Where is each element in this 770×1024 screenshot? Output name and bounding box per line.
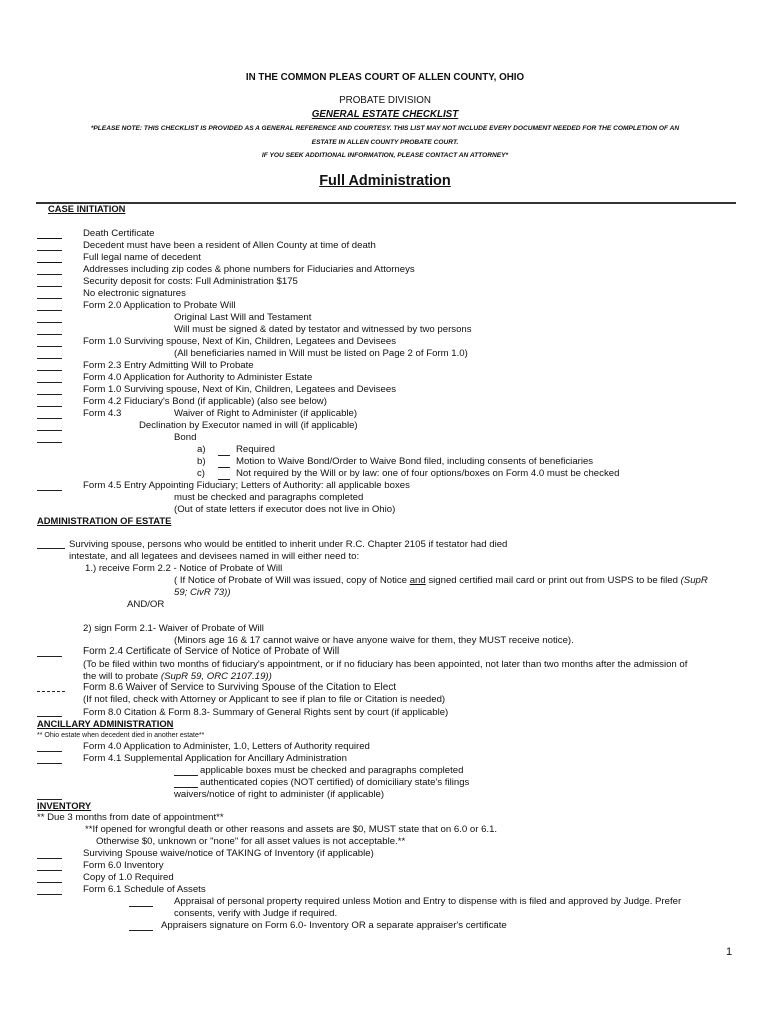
division-title: PROBATE DIVISION xyxy=(339,95,431,106)
case-initiation-heading: CASE INITIATION xyxy=(48,203,126,214)
checklist-item: Form 4.5 Entry Appointing Fiduciary; Letters of Authority: all applicable boxes xyxy=(83,480,410,491)
checkbox-line[interactable] xyxy=(37,358,62,359)
administration-subnote: 59; CivR 73)) xyxy=(174,587,231,598)
ancillary-heading: ANCILLARY ADMINISTRATION xyxy=(37,718,174,729)
checklist-item: Form 4.0 Application to Administer, 1.0, Letters of Authority required xyxy=(83,741,370,752)
form-subnote: (Out of state letters if executor does not live in Ohio) xyxy=(174,504,396,515)
court-title: IN THE COMMON PLEAS COURT OF ALLEN COUNTY, OHIO xyxy=(245,72,525,83)
form-subnote: the will to probate (SupR 59, ORC 2107.19)) xyxy=(83,671,272,682)
ancillary-subitem: waivers/notice of right to administer (if applicable) xyxy=(174,789,385,800)
checkbox-line[interactable] xyxy=(37,382,62,383)
checklist-item: Surviving Spouse waive/notice of TAKING of Inventory (if applicable) xyxy=(83,848,374,859)
checklist-item: Decedent must have been a resident of Allen County at time of death xyxy=(83,240,376,251)
checkbox-line[interactable] xyxy=(37,286,62,287)
checkbox-line[interactable] xyxy=(37,894,62,895)
checklist-item: Form 4.2 Fiduciary's Bond (if applicable) (also see below) xyxy=(83,396,327,407)
checkbox-line[interactable] xyxy=(37,691,65,692)
checklist-item: Copy of 1.0 Required xyxy=(83,872,174,883)
inventory-note: **If opened for wrongful death or other reasons and assets are $0, MUST state that on 6.0 or 6.1. xyxy=(85,824,498,835)
form-subnote: (If not filed, check with Attorney or Applicant to see if plan to file or Citation is needed) xyxy=(83,694,446,705)
disclaimer-line-2: ESTATE IN ALLEN COUNTY PROBATE COURT. xyxy=(311,139,459,146)
bond-checkbox-line[interactable] xyxy=(218,455,230,456)
checkbox-line[interactable] xyxy=(37,882,62,883)
checkbox-line[interactable] xyxy=(37,418,62,419)
inventory-heading: INVENTORY xyxy=(37,800,92,811)
bond-option: Motion to Waive Bond/Order to Waive Bond filed, including consents of beneficiaries xyxy=(236,456,594,467)
form-subnote: (To be filed within two months of fiduciary's appointment, or if no fiduciary has been appointed, not later than two months after the admission of xyxy=(83,659,688,670)
checkbox-line[interactable] xyxy=(37,751,62,752)
inventory-note: Otherwise $0, unknown or "none" for all asset values is not acceptable.** xyxy=(96,836,406,847)
ancillary-note: ** Ohio estate when decedent died in another estate** xyxy=(37,732,205,739)
administration-subnote: ( If Notice of Probate of Will was issued, copy of Notice and signed certified mail card or print out from USPS to be filed (SupR xyxy=(174,575,708,586)
bond-option: Not required by the Will or by law: one of four options/boxes on Form 4.0 must be checked xyxy=(236,468,620,479)
bond-option-letter: b) xyxy=(197,456,206,467)
ancillary-subitem: authenticated copies (NOT certified) of domiciliary state's filings xyxy=(200,777,470,788)
ancillary-subitem: applicable boxes must be checked and paragraphs completed xyxy=(200,765,464,776)
checklist-item: Form 2.3 Entry Admitting Will to Probate xyxy=(83,360,254,371)
checklist-item: Form 2.0 Application to Probate Will xyxy=(83,300,236,311)
checkbox-line[interactable] xyxy=(37,310,62,311)
administration-text: Surviving spouse, persons who would be entitled to inherit under R.C. Chapter 2105 if testator had died xyxy=(69,539,508,550)
checklist-item: No electronic signatures xyxy=(83,288,186,299)
appraisal-text: Appraisal of personal property required unless Motion and Entry to dispense with is filed and approved by Judge. Prefer xyxy=(174,896,682,907)
checkbox-line[interactable] xyxy=(37,334,62,335)
checklist-item-text: Declination by Executor named in will (if applicable) xyxy=(139,420,358,431)
checkbox-line[interactable] xyxy=(37,274,62,275)
checkbox-line[interactable] xyxy=(37,238,62,239)
checklist-title: GENERAL ESTATE CHECKLIST xyxy=(311,109,459,120)
checkbox-line[interactable] xyxy=(37,406,62,407)
checkbox-line[interactable] xyxy=(37,430,62,431)
checklist-item: Form 2.4 Certificate of Service of Notice of Probate of Will xyxy=(83,646,340,657)
appraisal-text: consents, verify with Judge if required. xyxy=(174,908,338,919)
and-or-label: AND/OR xyxy=(127,599,165,610)
checklist-item: Form 4.0 Application for Authority to Administer Estate xyxy=(83,372,313,383)
checkbox-line[interactable] xyxy=(37,870,62,871)
bond-option: Required xyxy=(236,444,275,455)
bond-checkbox-line[interactable] xyxy=(218,467,230,468)
checklist-item: Form 4.3 xyxy=(83,408,122,419)
administration-option: 1.) receive Form 2.2 - Notice of Probate of Will xyxy=(85,563,283,574)
checklist-item: Form 4.1 Supplemental Application for Ancillary Administration xyxy=(83,753,347,764)
bond-option-letter: c) xyxy=(197,468,205,479)
checklist-item: Form 1.0 Surviving spouse, Next of Kin, Children, Legatees and Devisees xyxy=(83,384,397,395)
administration-option: 2) sign Form 2.1- Waiver of Probate of Will xyxy=(83,623,264,634)
section-divider xyxy=(36,202,736,204)
checkbox-line[interactable] xyxy=(37,858,62,859)
bond-option-letter: a) xyxy=(197,444,206,455)
checkbox-line[interactable] xyxy=(37,716,62,717)
checkbox-line[interactable] xyxy=(37,394,62,395)
appraiser-signature-text: Appraisers signature on Form 6.0- Inventory OR a separate appraiser's certificate xyxy=(161,920,507,931)
inventory-due-note: ** Due 3 months from date of appointment** xyxy=(37,812,224,823)
checklist-item: Form 1.0 Surviving spouse, Next of Kin, Children, Legatees and Devisees xyxy=(83,336,397,347)
checkbox-line[interactable] xyxy=(37,262,62,263)
checklist-item: Form 8.6 Waiver of Service to Surviving Spouse of the Citation to Elect xyxy=(83,682,397,693)
checkbox-line[interactable] xyxy=(37,322,62,323)
disclaimer-line-1: *PLEASE NOTE: THIS CHECKLIST IS PROVIDED AS A GENERAL REFERENCE AND COURTESY. THIS LIST MAY NOT INCLUDE EVERY DOCUMENT NEEDED FOR THE COMPLETION OF AN xyxy=(90,125,680,132)
checklist-item: Form 6.1 Schedule of Assets xyxy=(83,884,206,895)
checkbox-line[interactable] xyxy=(37,370,62,371)
checkbox-line[interactable] xyxy=(37,298,62,299)
checkbox-line[interactable] xyxy=(129,906,153,907)
checkbox-line[interactable] xyxy=(37,250,62,251)
checkbox-line[interactable] xyxy=(37,442,62,443)
checklist-item: Death Certificate xyxy=(83,228,155,239)
checkbox-line[interactable] xyxy=(37,763,62,764)
checkbox-line[interactable] xyxy=(174,775,198,776)
will-subitem: Will must be signed & dated by testator and witnessed by two persons xyxy=(174,324,472,335)
checklist-item: Form 6.0 Inventory xyxy=(83,860,164,871)
administration-subnote: (Minors age 16 & 17 cannot waive or have anyone waive for them, they MUST receive notice). xyxy=(174,635,574,646)
checkbox-line[interactable] xyxy=(37,490,62,491)
checkbox-line[interactable] xyxy=(129,930,153,931)
will-subitem: Original Last Will and Testament xyxy=(174,312,312,323)
disclaimer-line-3: IF YOU SEEK ADDITIONAL INFORMATION, PLEASE CONTACT AN ATTORNEY* xyxy=(261,152,509,159)
administration-text: intestate, and all legatees and devisees named in will either need to: xyxy=(69,551,360,562)
checklist-item: Security deposit for costs: Full Administration $175 xyxy=(83,276,298,287)
bond-label: Bond xyxy=(174,432,197,443)
form-subnote: (All beneficiaries named in Will must be listed on Page 2 of Form 1.0) xyxy=(174,348,468,359)
checkbox-line[interactable] xyxy=(37,656,62,657)
administration-heading: ADMINISTRATION OF ESTATE xyxy=(37,515,172,526)
main-title: Full Administration xyxy=(319,173,451,189)
checkbox-line[interactable] xyxy=(37,346,62,347)
checklist-item: Form 8.0 Citation & Form 8.3- Summary of General Rights sent by court (if applicable) xyxy=(83,707,449,718)
checklist-item-text: Waiver of Right to Administer (if applicable) xyxy=(174,408,358,419)
checkbox-line[interactable] xyxy=(174,787,198,788)
checkbox-line[interactable] xyxy=(37,548,65,549)
checklist-item: Full legal name of decedent xyxy=(83,252,201,263)
form-subnote: must be checked and paragraphs completed xyxy=(174,492,364,503)
checklist-item: Addresses including zip codes & phone numbers for Fiduciaries and Attorneys xyxy=(83,264,415,275)
page-number: 1 xyxy=(726,946,733,958)
